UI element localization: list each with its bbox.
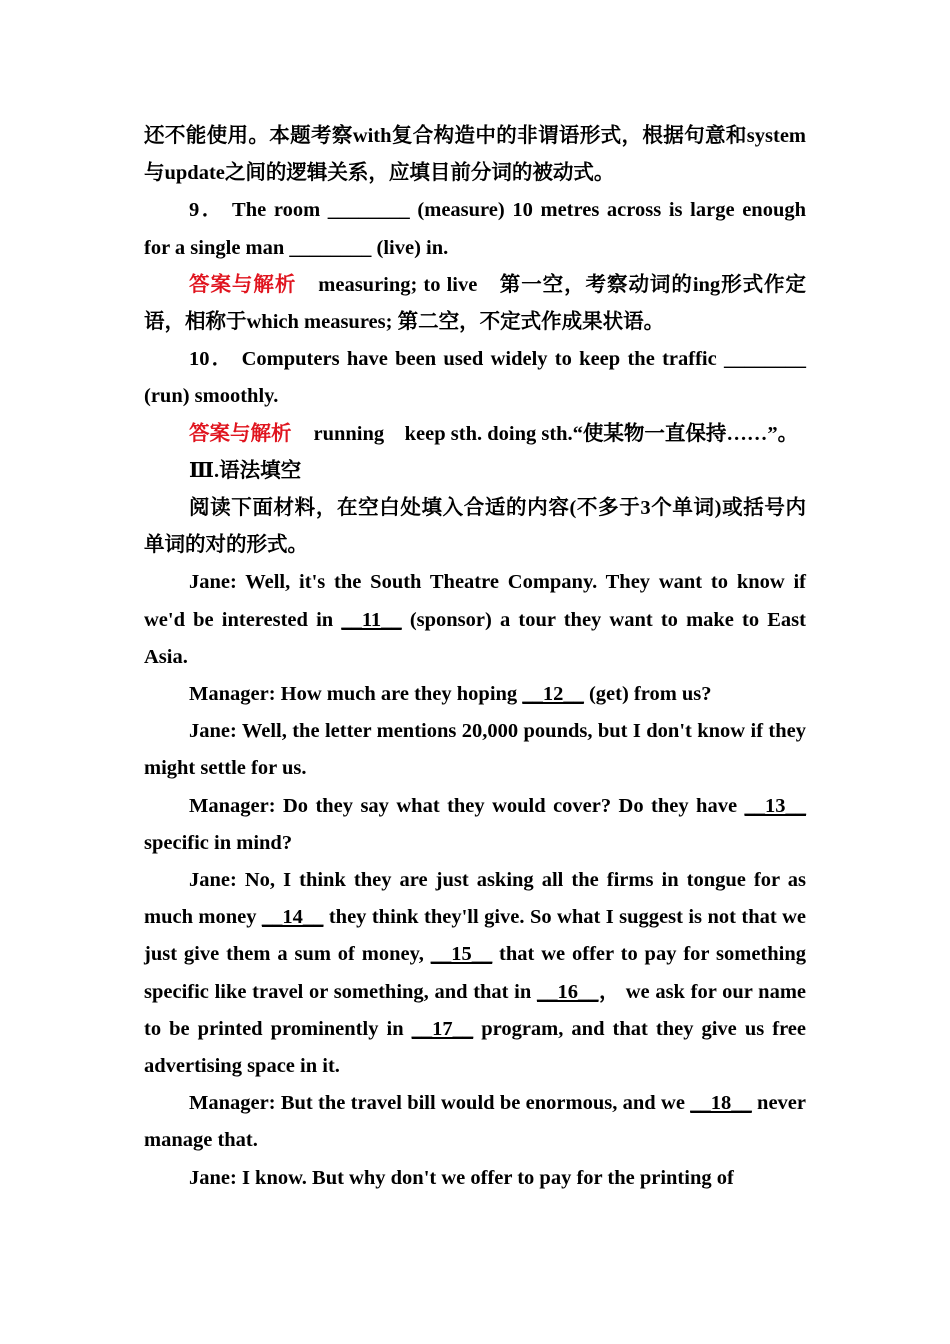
section-title: Ⅲ.语法填空 [189,459,302,482]
answer-label: 答案与解析 [189,422,292,445]
document-page [144,118,806,1197]
dialogue-line: Jane: Well, it's the South Theatre Company. They want to know if we'd be interested in __11__ (sponsor) a tour they want to make to East Asia. [144,571,806,668]
blank-15: __15__ [430,943,493,966]
question-9: 9． The room ________ (measure) 10 metres across is large enough for a single man ________ (live) in. [144,199,806,259]
question-10: 10． Computers have been used widely to keep the traffic ________ (run) smoothly. [144,348,806,408]
dialogue-line: Jane: No, I think they are just asking all the firms in tongue for as much money __14__ they think they'll give. So what I suggest is not that we just give them a sum of money, __15__ that we offer to pay for something specific like travel or something, and that in __16__， we ask for our name to be printed prominently in __17__ program, and that they give us free advertising space in it. [144,869,807,1078]
dialogue-line: Manager: But the travel bill would be enormous, and we __18__ never manage that. [144,1092,806,1152]
instructions: 阅读下面材料，在空白处填入合适的内容(不多于3个单词)或括号内单词的对的形式。 [144,497,806,557]
answer-9 [144,267,806,341]
answer-10 [144,416,806,453]
dialogue-line: Manager: Do they say what they would cover? Do they have __13__ specific in mind? [144,794,806,854]
answer-label: 答案与解析 [189,273,297,296]
dialogue-line: Manager: How much are they hoping __12__ (get) from us? [189,683,712,706]
blank-16: __16__ [536,980,599,1003]
blank-18: __18__ [690,1092,752,1115]
blank-11: __11__ [341,608,402,631]
dialogue-line: Jane: I know. But why don't we offer to pay for the printing of [189,1166,734,1189]
paragraph-intro: 还不能使用。本题考察with复合构造中的非谓语形式，根据句意和system与update之间的逻辑关系，应填目前分词的被动式。 [144,125,806,185]
blank-14: __14__ [261,906,324,929]
blank-17: __17__ [411,1017,474,1040]
answer-text: running keep sth. doing sth.“使某物一直保持……”。 [313,422,799,445]
blank-12: __12__ [522,683,584,706]
blank-13: __13__ [744,794,806,817]
dialogue-line: Jane: Well, the letter mentions 20,000 pounds, but I don't know if they might settle for us. [144,720,806,780]
answer-text: measuring; to live 第一空，考察动词的ing形式作定语，相称于which measures; 第二空，不定式作成果状语。 [144,273,806,334]
